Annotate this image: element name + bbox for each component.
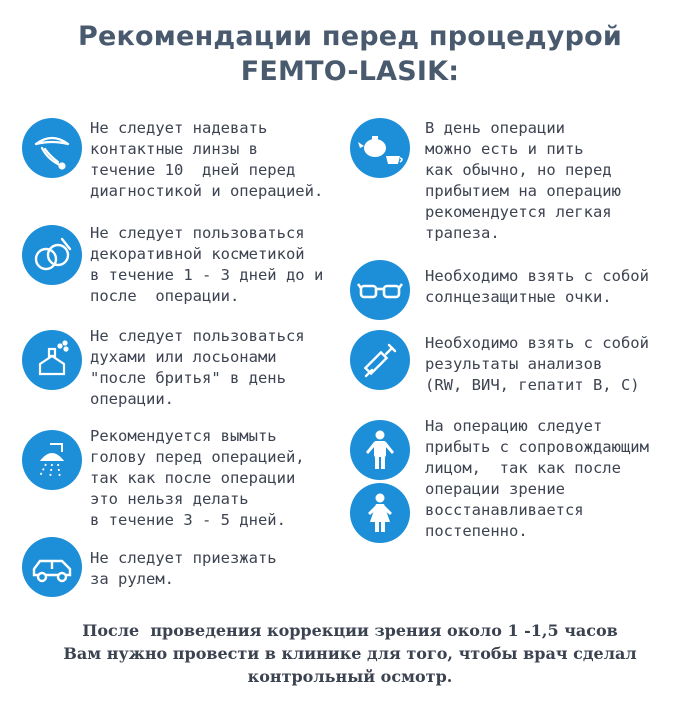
cosmetics-icon — [22, 225, 82, 285]
tip-contact-lenses: Не следует надевать контактные линзы в течение 10 дней перед диагностикой и операцией. — [90, 119, 324, 200]
page-subtitle: FEMTO-LASIK: — [240, 56, 460, 87]
tip-wash-hair: Рекомендуется вымыть голову перед операцией, так как после операции это нельзя делать в течение 3 - 5 дней. — [90, 427, 305, 529]
tip-eat-drink: В день операции можно есть и пить как обычно, но перед прибытием на операцию рекомендуется легкая трапеза. — [425, 119, 621, 242]
contact-lens-icon — [22, 118, 82, 178]
car-icon — [22, 537, 82, 597]
tip-sunglasses: Необходимо взять с собой солнцезащитные очки. — [425, 267, 649, 306]
syringe-icon — [350, 330, 410, 390]
page-title: Рекомендации перед процедурой — [78, 21, 622, 52]
footer-line-2: Вам нужно провести в клинике для того, чтобы врач сделал — [63, 644, 637, 663]
tip-companion: На операцию следует прибыть с сопровождающим лицом, так как после операции зрение восстанавливается постепенно. — [425, 417, 649, 540]
footer-line-1: После проведения коррекции зрения около 1 -1,5 часов — [82, 621, 618, 640]
man-icon — [350, 420, 410, 480]
perfume-icon — [22, 330, 82, 390]
woman-icon — [350, 483, 410, 543]
teapot-cup-icon — [350, 118, 410, 178]
glasses-icon — [350, 260, 410, 320]
tip-cosmetics: Не следует пользоваться декоративной косметикой в течение 1 - 3 дней до и после операции. — [90, 224, 324, 305]
tip-perfume: Не следует пользоваться духами или лосьонами "после бритья" в день операции. — [90, 327, 305, 408]
footer-line-3: контрольный осмотр. — [247, 667, 453, 686]
tip-no-driving: Не следует приезжать за рулем. — [90, 549, 277, 588]
tip-test-results: Необходимо взять с собой результаты анализов (RW, ВИЧ, гепатит В, С) — [425, 334, 649, 394]
shower-icon — [22, 430, 82, 490]
